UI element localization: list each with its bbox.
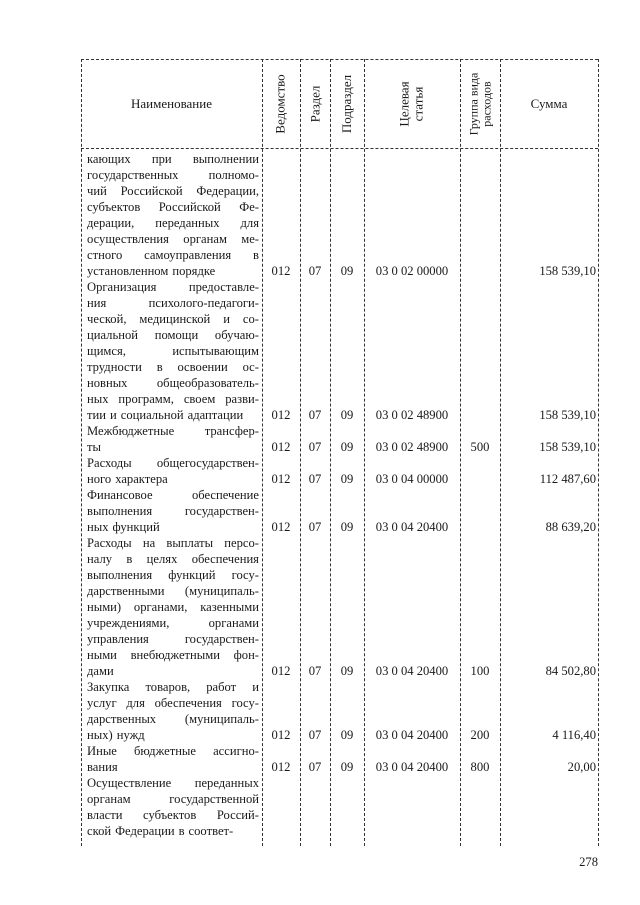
row-7-name-line-1: вания bbox=[87, 760, 118, 774]
row-5-ved: 012 bbox=[271, 664, 291, 678]
row-5-name-line-5: учреждениями, органами bbox=[87, 616, 259, 630]
row-0-name-line-2: чий Российской Федерации, bbox=[87, 184, 259, 198]
header-gruppa-line1: Группа вида bbox=[466, 72, 480, 135]
row-3-name-line-0: Расходы общегосударствен- bbox=[87, 456, 259, 470]
row-4-podrazdel: 09 bbox=[340, 520, 354, 534]
row-2-sum: 158 539,10 bbox=[539, 440, 596, 454]
header-podrazdel bbox=[330, 59, 364, 148]
row-6-razdel: 07 bbox=[308, 728, 322, 742]
row-4-name-line-2: ных функций bbox=[87, 520, 160, 534]
row-4-name-line-1: выполнения государствен- bbox=[87, 504, 259, 518]
row-2-name-line-0: Межбюджетные трансфер- bbox=[87, 424, 259, 438]
row-1-name-line-8: тии и социальной адаптации bbox=[87, 408, 244, 422]
row-2-ved: 012 bbox=[271, 440, 291, 454]
header-summa-text: Сумма bbox=[530, 95, 568, 111]
row-6-ved: 012 bbox=[271, 728, 291, 742]
row-4-name-line-0: Финансовое обеспечение bbox=[87, 488, 259, 502]
row-5-name-line-3: дарственными (муниципаль- bbox=[87, 584, 259, 598]
header-gruppa-line2: расходов bbox=[479, 80, 493, 127]
row-3-cs: 03 0 04 00000 bbox=[375, 472, 449, 486]
row-0-cs: 03 0 02 00000 bbox=[375, 264, 449, 278]
row-3-podrazdel: 09 bbox=[340, 472, 354, 486]
row-7-ved: 012 bbox=[271, 760, 291, 774]
row-1-name-line-5: трудности в освоении ос- bbox=[87, 360, 259, 374]
row-4-sum: 88 639,20 bbox=[545, 520, 596, 534]
row-2-name-line-1: ты bbox=[87, 440, 101, 454]
row-1-podrazdel: 09 bbox=[340, 408, 354, 422]
header-celevaya-line1: Целевая bbox=[396, 80, 412, 127]
row-0-podrazdel: 09 bbox=[340, 264, 354, 278]
header-gruppa-text bbox=[467, 72, 493, 135]
row-2-podrazdel: 09 bbox=[340, 440, 354, 454]
col-border-left bbox=[81, 59, 82, 846]
row-3-name-line-1: ного характера bbox=[87, 472, 168, 486]
header-podrazdel-text: Подраздел bbox=[339, 74, 355, 133]
row-0-sum: 158 539,10 bbox=[539, 264, 596, 278]
row-5-sum: 84 502,80 bbox=[545, 664, 596, 678]
row-0-name-line-6: стного самоуправления в bbox=[87, 248, 259, 262]
row-1-razdel: 07 bbox=[308, 408, 322, 422]
row-6-name-line-2: дарственных (муниципаль- bbox=[87, 712, 259, 726]
row-2-vr: 500 bbox=[470, 440, 490, 454]
row-1-name-line-4: щимся, испытывающим bbox=[87, 344, 259, 358]
row-2-cs: 03 0 02 48900 bbox=[375, 440, 449, 454]
header-name-text: Наименование bbox=[131, 95, 212, 111]
row-1-name-line-1: ния психолого-педагоги- bbox=[87, 296, 259, 310]
row-1-name-line-2: ческой, медицинской и со- bbox=[87, 312, 259, 326]
row-1-name-line-3: циальной помощи обучаю- bbox=[87, 328, 259, 342]
row-6-cs: 03 0 04 20400 bbox=[375, 728, 449, 742]
row-3-razdel: 07 bbox=[308, 472, 322, 486]
row-0-name-line-7: установленном порядке bbox=[87, 264, 216, 278]
header-celevaya-text bbox=[398, 81, 426, 126]
row-5-vr: 100 bbox=[470, 664, 490, 678]
header-summa bbox=[500, 59, 598, 148]
row-6-sum: 4 116,40 bbox=[552, 728, 596, 742]
row-6-name-line-3: ных) нужд bbox=[87, 728, 145, 742]
header-ved-text: Ведомство bbox=[273, 73, 288, 134]
header-gruppa bbox=[460, 59, 500, 148]
header-razdel bbox=[300, 59, 330, 148]
row-7-podrazdel: 09 bbox=[340, 760, 354, 774]
row-1-name-line-0: Организация предоставле- bbox=[87, 280, 259, 294]
row-5-name-line-1: налу в целях обеспечения bbox=[87, 552, 259, 566]
row-6-name-line-1: услуг для обеспечения госу- bbox=[87, 696, 259, 710]
row-3-ved: 012 bbox=[271, 472, 291, 486]
row-5-name-line-2: выполнения функций госу- bbox=[87, 568, 259, 582]
header-razdel-text: Раздел bbox=[307, 85, 322, 122]
row-1-sum: 158 539,10 bbox=[539, 408, 596, 422]
row-1-cs: 03 0 02 48900 bbox=[375, 408, 449, 422]
header-celevaya-line2: статья bbox=[410, 86, 426, 121]
row-0-razdel: 07 bbox=[308, 264, 322, 278]
row-6-vr: 200 bbox=[470, 728, 490, 742]
row-7-sum: 20,00 bbox=[567, 760, 596, 774]
row-5-podrazdel: 09 bbox=[340, 664, 354, 678]
row-1-name-line-7: ных программ, своем разви- bbox=[87, 392, 259, 406]
row-0-name-line-3: субъектов Российской Фе- bbox=[87, 200, 259, 214]
row-4-razdel: 07 bbox=[308, 520, 322, 534]
row-8-name-line-2: власти субъектов Россий- bbox=[87, 808, 259, 822]
row-5-name-line-7: ными внебюджетными фон- bbox=[87, 648, 259, 662]
row-5-name-line-8: дами bbox=[87, 664, 114, 678]
row-4-ved: 012 bbox=[271, 520, 291, 534]
row-8-name-line-3: ской Федерации в соответ- bbox=[87, 824, 234, 838]
row-5-razdel: 07 bbox=[308, 664, 322, 678]
row-4-cs: 03 0 04 20400 bbox=[375, 520, 449, 534]
header-celevaya bbox=[364, 59, 460, 148]
row-3-sum: 112 487,60 bbox=[539, 472, 596, 486]
row-5-name-line-6: управления государствен- bbox=[87, 632, 259, 646]
row-0-name-line-1: государственных полномо- bbox=[87, 168, 259, 182]
row-0-name-line-0: кающих при выполнении bbox=[87, 152, 259, 166]
row-6-podrazdel: 09 bbox=[340, 728, 354, 742]
row-7-name-line-0: Иные бюджетные ассигно- bbox=[87, 744, 259, 758]
row-7-cs: 03 0 04 20400 bbox=[375, 760, 449, 774]
row-5-cs: 03 0 04 20400 bbox=[375, 664, 449, 678]
row-0-ved: 012 bbox=[271, 264, 291, 278]
row-0-name-line-5: осуществления органам ме- bbox=[87, 232, 259, 246]
page-number: 278 bbox=[579, 855, 598, 869]
row-2-razdel: 07 bbox=[308, 440, 322, 454]
row-0-name-line-4: дерации, переданных для bbox=[87, 216, 259, 230]
row-5-name-line-4: ными) органами, казенными bbox=[87, 600, 259, 614]
row-8-name-line-0: Осуществление переданных bbox=[87, 776, 259, 790]
header-name bbox=[81, 59, 262, 148]
row-5-name-line-0: Расходы на выплаты персо- bbox=[87, 536, 259, 550]
header-ved bbox=[262, 59, 300, 148]
row-1-ved: 012 bbox=[271, 408, 291, 422]
row-6-name-line-0: Закупка товаров, работ и bbox=[87, 680, 259, 694]
row-1-name-line-6: новных общеобразователь- bbox=[87, 376, 259, 390]
header-bottom-border bbox=[81, 148, 598, 149]
col-border-right bbox=[598, 59, 599, 846]
row-7-vr: 800 bbox=[470, 760, 490, 774]
row-8-name-line-1: органам государственной bbox=[87, 792, 259, 806]
row-7-razdel: 07 bbox=[308, 760, 322, 774]
